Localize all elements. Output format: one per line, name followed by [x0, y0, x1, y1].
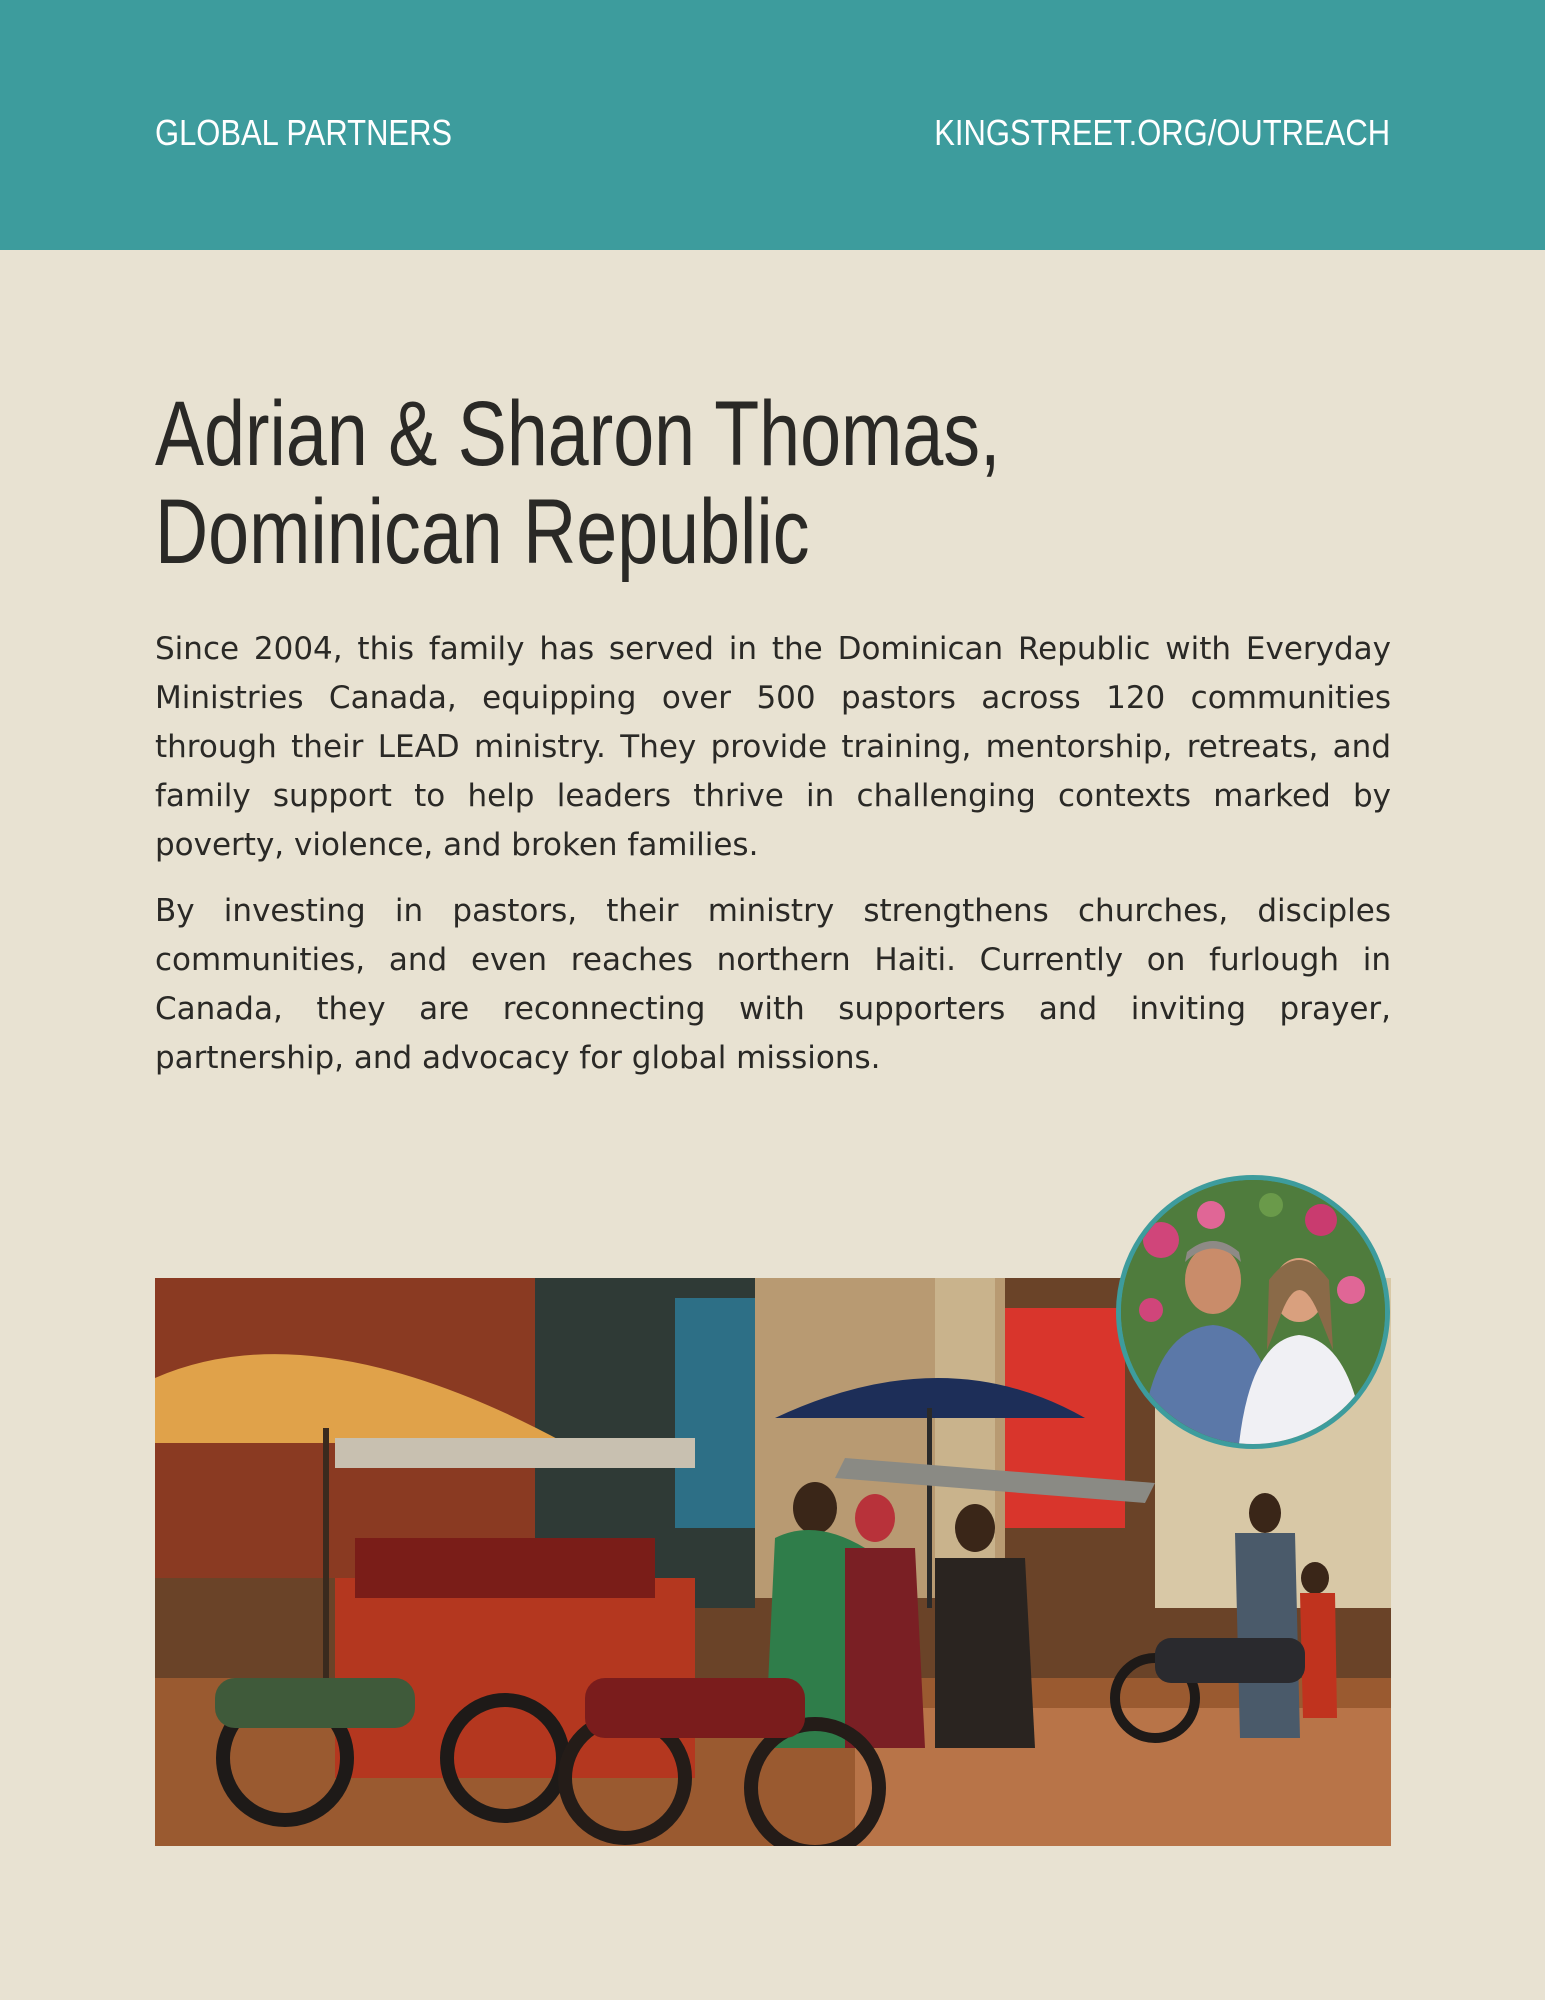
header-left-label: GLOBAL PARTNERS	[155, 112, 453, 153]
title-line-country: Dominican Republic	[155, 481, 810, 583]
missionary-couple-portrait	[1116, 1175, 1390, 1449]
header-url-link[interactable]: KINGSTREET.ORG/OUTREACH	[934, 112, 1390, 153]
title-line-names: Adrian & Sharon Thomas,	[155, 383, 1001, 485]
couple-portrait-illustration	[1121, 1180, 1385, 1444]
header-banner	[0, 0, 1545, 250]
body-text	[155, 625, 1391, 1100]
paragraph-intro: Since 2004, this family has served in the Dominican Republic with Everyday Ministries Canada, equipping over 500 pastors across 120 communities through their LEAD ministry. They provide training, mentorship, retreats, and family support to help leaders thrive in challenging contexts marked by poverty, violence, and broken families.	[155, 631, 1391, 863]
page-title	[155, 385, 1035, 581]
paragraph-impact: By investing in pastors, their ministry strengthens churches, disciples communities, and even reaches northern Haiti. Currently on furlough in Canada, they are reconnecting with supporters and inviting prayer, partnership, and advocacy for global missions.	[155, 893, 1391, 1076]
